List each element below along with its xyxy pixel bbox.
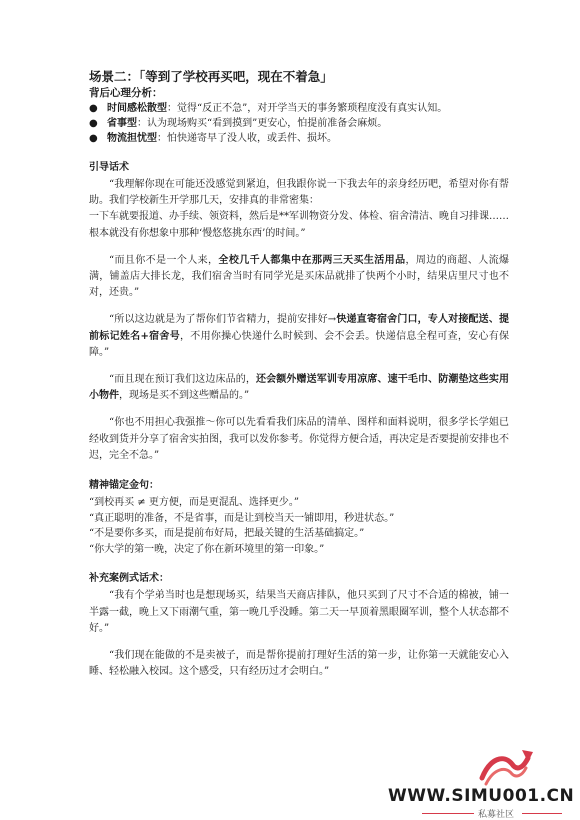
guide-para-3: “所以这边就是为了帮你们节省精力，提前安排好→快递直寄宿舍门口，专人对接配送、提前标记姓名+宿舍号，不用你操心快递什么时候到、会不会丢。快递信息全程可查，安心有保障。” — [89, 314, 510, 358]
guide-heading: 引导话术 — [89, 162, 129, 173]
bullet-icon: ● — [89, 133, 98, 144]
emphasis: 全校几千人都集中在那两三天买生活用品 — [218, 254, 406, 266]
gold-line: “到校再买 ≠ 更方便，而是更混乱、选择更少。” — [89, 497, 299, 509]
case-heading: 补充案例式话术： — [89, 573, 169, 585]
divider — [422, 813, 474, 814]
guide-para-1 — [89, 177, 509, 242]
guide-para-1-end: 根本就没有你想象中那种‘慢悠悠挑东西’的时间。” — [89, 227, 306, 239]
guide-para-4: “而且现在预订我们这边床品的，还会额外赠送军训专用凉席、速干毛巾、防潮垫这些实用小物件，现场是买不到这些赠品的。” — [89, 374, 509, 402]
guide-para-5: “你也不用担心我强推～你可以先看看我们床品的清单、图样和面料说明，很多学长学姐已经收到货并分享了宿舍实拍图，我可以发你参考。你觉得方便合适，再决定是否要提前安排也不迟，完全不急。” — [89, 417, 509, 461]
psych-item — [89, 131, 509, 146]
brand-logo-icon — [478, 744, 534, 788]
bullet-icon: ● — [89, 103, 98, 114]
gold-line: “不是要你多买，而是提前布好局，把最关键的生活基础搞定。” — [89, 528, 365, 540]
footer-brand — [388, 744, 575, 820]
psych-term: 省事型 — [107, 118, 137, 129]
brand-name: 私募社区 — [478, 810, 515, 820]
case-para-2: “我们现在能做的不是卖被子，而是帮你提前打理好生活的第一步，让你第一天就能安心入睡、轻松融入校园。这个感受，只有经历过才会明白。” — [89, 650, 509, 678]
gold-heading: 精神锚定金句： — [89, 480, 159, 492]
psych-heading: 背后心理分析： — [89, 87, 163, 99]
document-body — [89, 68, 509, 691]
case-para-1: “我有个学弟当时也是想现场买，结果当天商店排队，他只买到了尺寸不合适的棉被，铺一半露一截，晚上又下雨潮气重，第一晚几乎没睡。第二天一早顶着黑眼圈军训，整个人状态都不好。” — [89, 590, 509, 634]
divider — [522, 813, 562, 814]
psych-item — [89, 101, 509, 116]
psych-desc: ：认为现场购买“看到摸到”更安心，怕提前准备会麻烦。 — [137, 118, 388, 129]
guide-para-1-intro: “我理解你现在可能还没感觉到紧迫，但我跟你说一下我去年的亲身经历吧，希望对你有帮助。我们学校新生开学那几天，安排真的非常密集： — [89, 179, 509, 207]
psych-item — [89, 116, 509, 131]
site-url: WWW.SIMU001.CN — [388, 786, 575, 806]
emphasis: 还会额外赠送军训专用凉席、速干毛巾、防潮垫这些实用小物件 — [89, 374, 509, 402]
psych-term: 时间感松散型 — [107, 103, 167, 114]
gold-line: “你大学的第一晚，决定了你在新环境里的第一印象。” — [89, 543, 325, 555]
guide-para-1-list: 一下车就要报道、办手续、领资料，然后是**军训物资分发、体检、宿舍清洁、晚自习排课…… — [89, 211, 509, 223]
psych-desc: ：怕快递寄早了没人收，或丢件、损坏。 — [157, 133, 337, 144]
psych-term: 物流担忧型 — [107, 133, 157, 144]
emphasis: 快递直寄宿舍门口，专人对接配送、提前标记姓名+宿舍号 — [89, 314, 510, 342]
bullet-icon: ● — [89, 118, 98, 129]
brand-subtitle — [422, 807, 562, 819]
psych-desc: ：觉得“反正不急”，对开学当天的事务繁琐程度没有真实认知。 — [167, 103, 448, 114]
gold-line: “真正聪明的准备，不是省事，而是让到校当天一铺即用，秒进状态。” — [89, 512, 395, 524]
guide-para-2: “而且你不是一个人来，全校几千人都集中在那两三天买生活用品，周边的商超、人流爆满，铺盖店大排长龙，我们宿舍当时有同学光是买床品就排了快两个小时，结果店里尺寸也不对，还贵。” — [89, 254, 509, 299]
scene-title: 场景二：「等到了学校再买吧，现在不着急」 — [89, 69, 333, 84]
